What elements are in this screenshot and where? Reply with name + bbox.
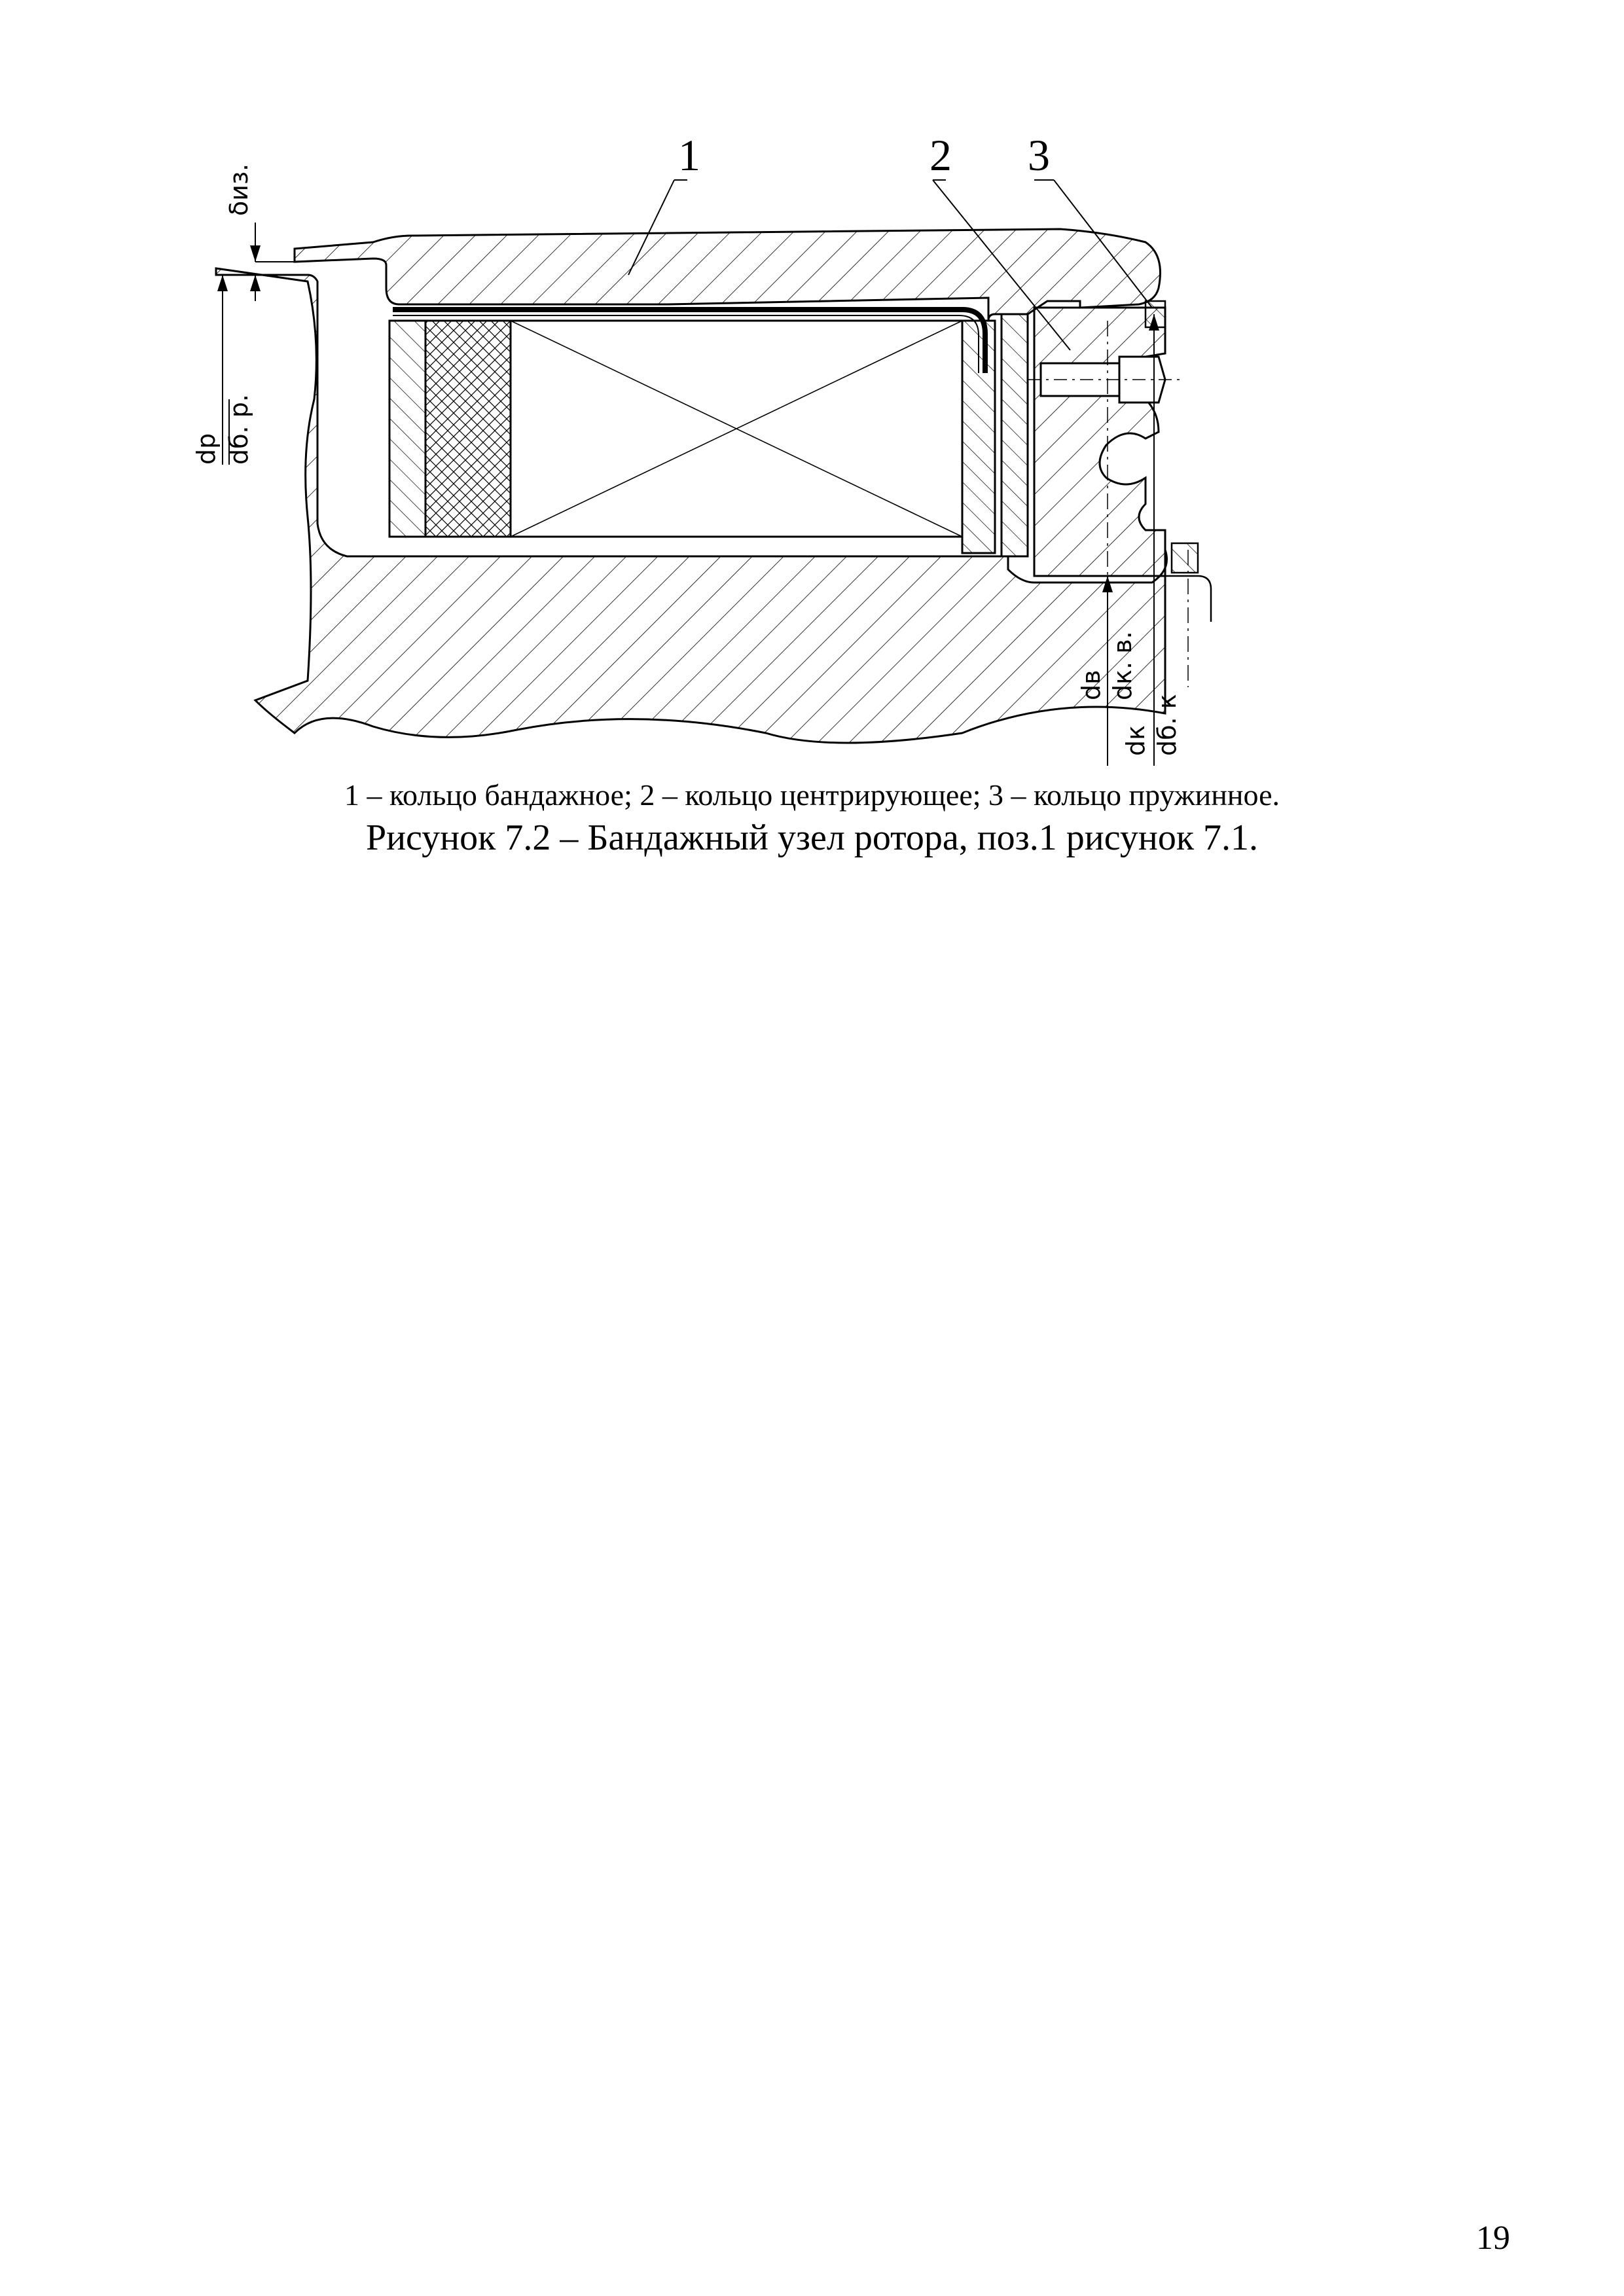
dim-label-d-r: dр: [192, 433, 221, 465]
winding-insulation: [389, 321, 425, 537]
page-number: 19: [1476, 2219, 1510, 2257]
winding-pack: [425, 321, 511, 537]
end-spacer: [962, 321, 995, 553]
figure-caption: Рисунок 7.2 – Бандажный узел ротора, поз.1 рисунок 7.1.: [365, 817, 1259, 858]
dim-label-d-v: dв: [1077, 670, 1106, 700]
position-label-3: 3: [1028, 130, 1050, 180]
rotor-banding-assembly-drawing: [177, 124, 1316, 766]
locking-plate: [1172, 543, 1198, 573]
dim-label-d-b-r: dб. р.: [225, 394, 253, 465]
figure-legend: 1 – кольцо бандажное; 2 – кольцо центрирующее; 3 – кольцо пружинное.: [344, 778, 1280, 812]
dim-label-delta-iz: δиз.: [225, 163, 253, 216]
position-label-2: 2: [929, 130, 952, 180]
dim-label-d-b-k: dб. к: [1153, 694, 1182, 756]
dim-label-d-k-v: dк. в.: [1108, 631, 1137, 700]
position-label-1: 1: [678, 130, 700, 180]
dim-label-d-k: dк: [1121, 725, 1150, 756]
centering-ring: [1034, 308, 1165, 576]
